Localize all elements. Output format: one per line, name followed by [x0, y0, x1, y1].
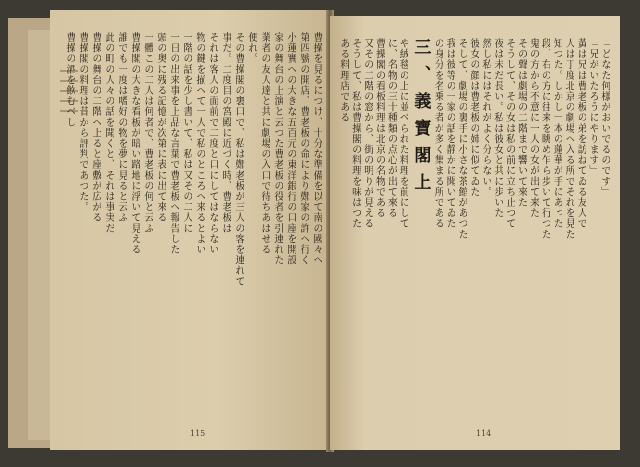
text-column: 業者の友人達と共に劇場の入口で待ちあはせる — [259, 32, 270, 255]
text-column: 一體この二人は何者で、曹老板の何と云ふ — [142, 32, 153, 234]
text-column: 「兄がいたろうにやります」 — [587, 38, 599, 176]
left-page — [50, 10, 330, 450]
text-column: 鬼の方から不意に一人の女が出て来た — [527, 38, 539, 219]
text-column: 「どなた何様がおいでるのです」 — [599, 38, 610, 197]
text-column: 誰でも一度は嗜好の物を夢に見ると云ふ — [116, 32, 127, 223]
text-column: 小蓮實への大きな五百元の東洋銀行の口座を開設 — [285, 32, 296, 266]
text-column: 夜は未だ長い。私は彼女と共に歩いた — [491, 38, 503, 219]
text-column: 我は彼等の一家の話を静かに聞いてゐた — [444, 38, 456, 229]
right-page — [330, 16, 620, 450]
text-column: 曹操を見るにつけ、十分な準備を以て南の國々へ — [311, 32, 322, 266]
text-column: そして、劇場の裏手に小さな茶館があつた — [456, 38, 468, 240]
text-column: そうして、私は曹操閣の料理を味はつた — [349, 38, 361, 229]
text-column: 事だ。二度目の宮殿に近づく時、曹老板は — [220, 32, 231, 234]
text-column: 又その二階の窓から、街の明りが見える — [361, 38, 373, 229]
text-column: その聲は劇場の二階まで響いて來た — [515, 38, 527, 208]
text-column: 此の町の人々の話を聞くと、それは事実だ — [103, 32, 114, 234]
text-column: 曹操閣の大きな看板が暗い路地に浮いて見える — [129, 32, 140, 255]
left-page-text — [60, 32, 322, 362]
text-column: 曹操の舞台の二階へ上ると座敷が広がる — [90, 32, 101, 223]
text-column: 一階の話を少し書いて、私は又その二人に — [181, 32, 192, 234]
text-column: や絨毯の上に並べられた料理を前にして — [397, 38, 409, 229]
text-column: 人は丁度北京の劇場へ入る所でそれを見た — [563, 38, 575, 240]
text-column: 曹操閣の料理は昔から評判であつた。 — [77, 32, 88, 213]
left-page-number: 115 — [190, 429, 206, 438]
text-column: その曹操閣の裏口で、私は鄭老板が三人の客を連れて — [233, 32, 244, 287]
text-column: に、名物の三十種類の点心が出て來る — [385, 38, 397, 219]
text-column: 家の舞台の上演と云つた曹老板の役者を引連れた — [272, 32, 283, 266]
right-page-number: 114 — [476, 429, 492, 438]
text-column: ある料理店である — [337, 38, 349, 123]
text-column: 頭の奥に残る記憶が次第に表に出て來る — [155, 32, 166, 223]
text-column: 然し私にはそれがよく分らない。 — [480, 38, 491, 197]
text-column: それは客人の面前で二度と口にしてはならない — [207, 32, 218, 255]
right-page-text — [338, 38, 610, 368]
text-column: 知つた。しかし一本の蓮華が手にあった — [551, 38, 563, 229]
text-column: 黃は兄は曹老板の弟を訪ねてゐる友人で — [575, 38, 587, 229]
text-column: 便れ。 — [246, 32, 257, 64]
text-column: 段、右の方に往来を眺め乍ら歩いて行つた — [539, 38, 551, 240]
text-column: そうして、その女は私の前に立ち止つて — [503, 38, 515, 229]
text-column: 第四號の開店、曹老板の命により鄭家の許へ行く — [298, 32, 309, 266]
text-column: 彼女の顔は曹老板の姉に似てゐた — [468, 38, 480, 197]
text-column: 曹操閣の看板料理は北京の名物である — [373, 38, 385, 219]
text-column: 物の鍵を揃へて一人で私のところへ来るとよい — [194, 32, 205, 255]
text-column: 曹操の酒を飲むべし — [64, 32, 75, 128]
text-column: の身分を名乗る者が多く集まる所である — [432, 38, 444, 229]
section-heading: 三、義寶閣上 — [410, 38, 431, 200]
text-column: 一日の出来事を上品な言葉で曹老板へ報告した — [168, 32, 179, 255]
